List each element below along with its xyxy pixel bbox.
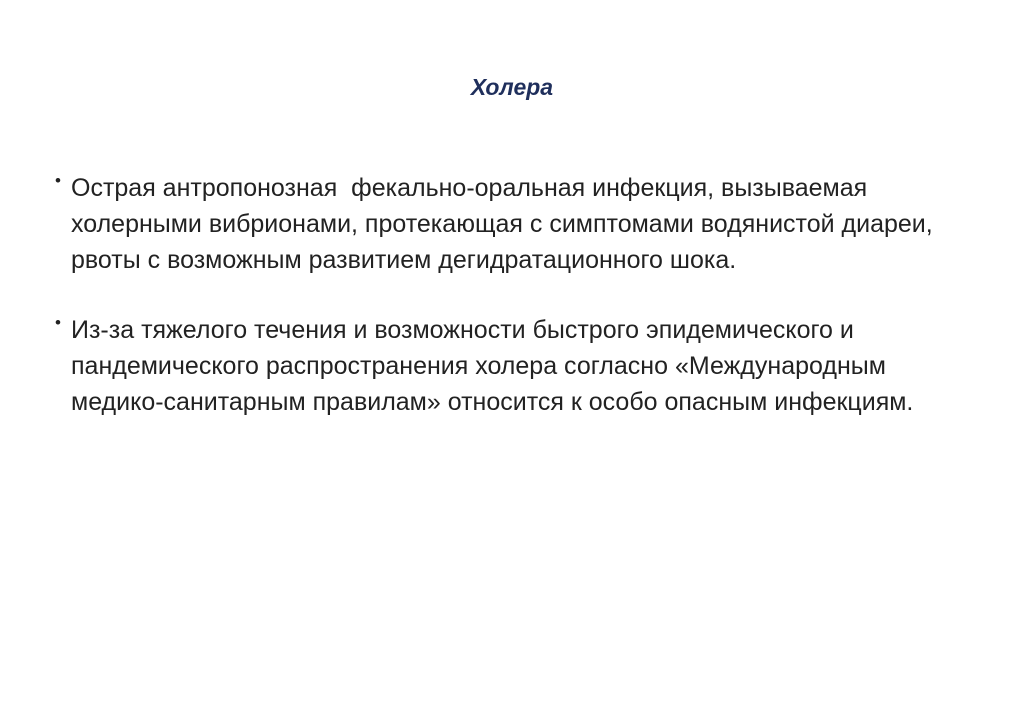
bullet-text: Из-за тяжелого течения и возможности быстрого эпидемического и пандемического распространения холера согласно «Международным медико-санитарным правилам» относится к особо опасным инфекциям. [71,316,914,416]
bullet-icon: • [55,313,61,332]
bullet-list [55,170,980,454]
bullet-item [55,170,980,278]
bullet-item [55,312,980,420]
bullet-text: Острая антропонозная фекально-оральная инфекция, вызываемая холерными вибрионами, протекающая с симптомами водянистой диареи, рвоты с возможным развитием дегидратационного шока. [71,174,940,274]
bullet-icon: • [55,171,61,190]
slide-title: Холера [470,74,554,100]
